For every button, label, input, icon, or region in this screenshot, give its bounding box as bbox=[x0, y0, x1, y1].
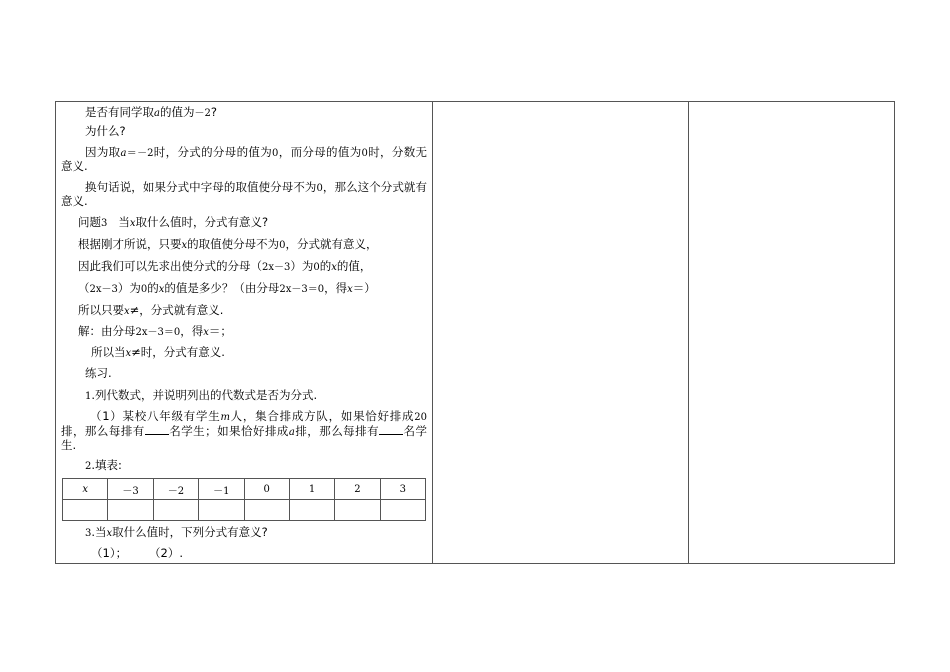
line-so-only: 所以只要x≠，分式就有意义. bbox=[78, 303, 224, 317]
table-cell: x bbox=[63, 479, 108, 500]
table-cell: 0 bbox=[244, 479, 289, 500]
exercise-2: 2.填表: bbox=[85, 458, 122, 472]
exercise-1: 1.列代数式，并说明列出的代数式是否为分式. bbox=[85, 388, 318, 402]
lesson-plan-table bbox=[55, 101, 895, 564]
column-divider bbox=[688, 102, 689, 563]
table-cell bbox=[289, 500, 334, 521]
table-cell: 3 bbox=[380, 479, 425, 500]
table-cell bbox=[380, 500, 425, 521]
line-why: 为什么? bbox=[85, 124, 126, 138]
line-value-of-x: （2x－3）为0的x的值是多少？（由分母2x－3＝0，得x＝） bbox=[78, 281, 376, 295]
table-cell bbox=[244, 500, 289, 521]
table-cell bbox=[335, 500, 380, 521]
answer-blank bbox=[379, 424, 403, 435]
table-cell: 2 bbox=[335, 479, 380, 500]
fill-in-table bbox=[62, 478, 426, 521]
table-cell bbox=[199, 500, 244, 521]
line-solution: 解：由分母2x－3＝0，得x＝； bbox=[78, 324, 232, 338]
exercise-3: 3.当x取什么值时，下列分式有意义? bbox=[85, 525, 268, 539]
exercise-3-parts: （1）； （2）. bbox=[91, 546, 183, 560]
table-cell: 1 bbox=[289, 479, 334, 500]
line-therefore: 因此我们可以先求出使分式的分母（2x－3）为0的x的值， bbox=[78, 259, 372, 273]
line-because: 因为取a＝－2时，分式的分母的值为0，而分母的值为0时，分数无意义. bbox=[61, 145, 428, 173]
table-cell: －2 bbox=[153, 479, 198, 500]
table-cell: －1 bbox=[199, 479, 244, 500]
table-cell bbox=[108, 500, 153, 521]
line-in-other-words: 换句话说，如果分式中字母的取值使分母不为0，那么这个分式就有意义. bbox=[61, 180, 428, 208]
table-cell: －3 bbox=[108, 479, 153, 500]
line-according: 根据刚才所说，只要x的取值使分母不为0，分式就有意义， bbox=[78, 237, 378, 251]
table-row bbox=[63, 479, 426, 500]
line-question-a: 是否有同学取a的值为－2? bbox=[85, 105, 217, 119]
table-row bbox=[63, 500, 426, 521]
answer-blank bbox=[145, 424, 169, 435]
table-cell bbox=[63, 500, 108, 521]
exercise-1-part-1: （1）某校八年级有学生m人，集合排成方队，如果恰好排成20排，那么每排有 名学生；如果恰好排成a排，那么每排有 名学生. bbox=[61, 409, 428, 452]
line-so-when: 所以当x≠时，分式有意义. bbox=[91, 345, 225, 359]
content-column bbox=[56, 102, 432, 563]
line-practice: 练习. bbox=[85, 366, 112, 380]
line-problem-3: 问题3 当x取什么值时，分式有意义? bbox=[78, 215, 269, 229]
table-cell bbox=[153, 500, 198, 521]
column-divider bbox=[432, 102, 433, 563]
